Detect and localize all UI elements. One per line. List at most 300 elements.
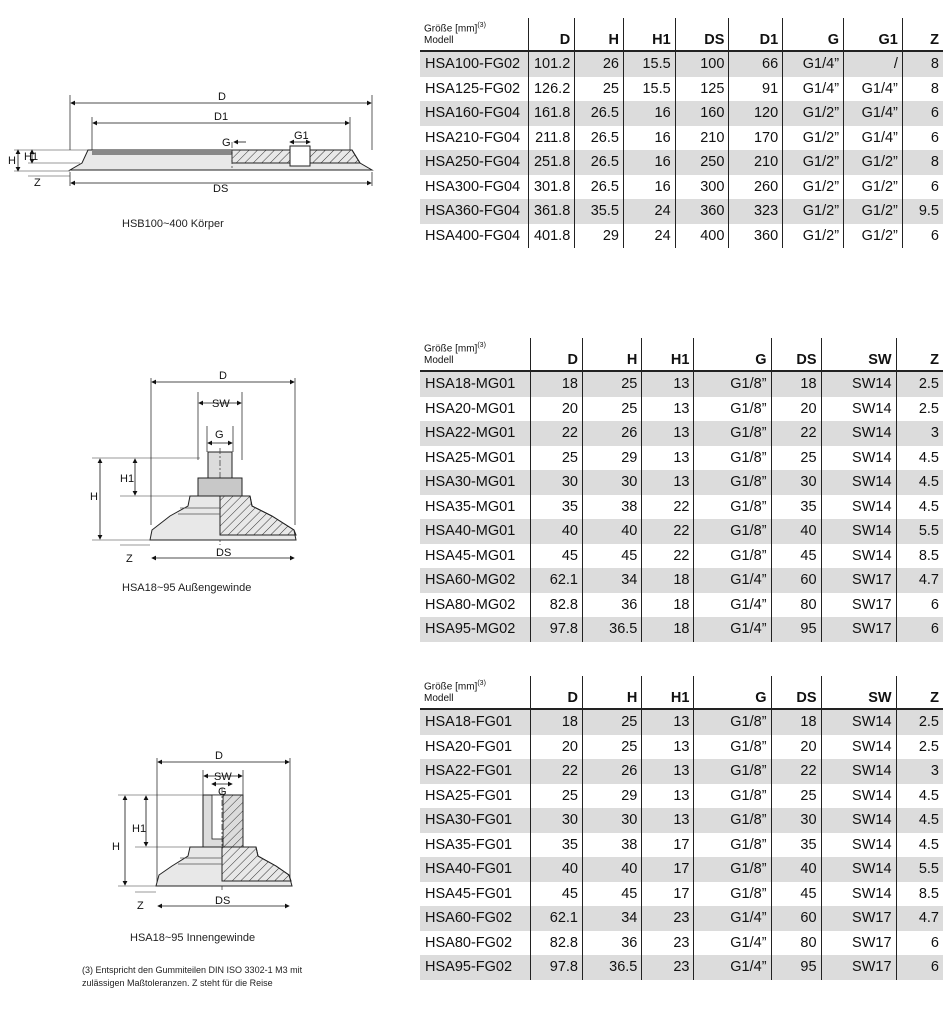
value-cell-h1: 13 [642,371,694,397]
value-cell-d1: 91 [729,77,783,102]
value-cell-d: 40 [530,519,582,544]
model-cell: HSA100-FG02 [420,51,528,77]
value-cell-g1: G1/2” [844,175,903,200]
value-cell-g: G1/4” [694,955,771,980]
model-cell: HSA45-MG01 [425,547,516,564]
value-cell-d: 82.8 [530,931,582,956]
value-cell-h: 26 [575,51,624,77]
table-row [420,735,943,760]
value-cell-d: 62.1 [530,906,582,931]
value-cell-ds: 210 [675,126,729,151]
value-cell-g1: G1/2” [844,199,903,224]
value-cell-g1: G1/2” [844,224,903,249]
value-cell-d: 161.8 [528,101,575,126]
value-cell-h1: 22 [642,495,694,520]
value-cell-h: 26.5 [575,126,624,151]
value-cell-h: 25 [583,735,642,760]
value-cell-h: 40 [583,519,642,544]
value-cell-d: 20 [530,397,582,422]
header-label: Größe [mm]$^{(3)}$ Modell [420,676,530,709]
column-header-h: H [575,18,624,51]
drawing-caption: HSA18~95 Außengewinde [122,582,252,594]
value-cell-g1: / [844,51,903,77]
drawing-hsb-body [0,0,410,260]
value-cell-d: 82.8 [530,593,582,618]
value-cell-ds: 45 [771,544,821,569]
column-header-sw: SW [821,676,896,709]
dim-label-h: H [90,491,98,503]
model-cell: HSA250-FG04 [420,150,528,175]
value-cell-g1: G1/2” [844,150,903,175]
value-cell-d: 18 [530,709,582,735]
value-cell-h1: 13 [642,784,694,809]
value-cell-d: 45 [530,544,582,569]
value-cell-h: 29 [575,224,624,249]
column-header-ds: DS [771,676,821,709]
model-cell: HSA35-FG01 [425,836,513,853]
column-header-d: D [530,676,582,709]
value-cell-d1: 360 [729,224,783,249]
value-cell-h: 36 [583,593,642,618]
value-cell-z: 4.5 [896,470,943,495]
table-row [420,784,943,809]
column-header-d: D [528,18,575,51]
value-cell-sw: SW14 [821,470,896,495]
dim-label-sw: SW [212,398,230,410]
column-header-z: Z [896,676,943,709]
value-cell-d: 35 [530,833,582,858]
value-cell-g: G1/4” [694,617,771,642]
value-cell-h1: 17 [642,833,694,858]
dim-label-g1: G1 [294,130,309,142]
drawing-hsa-internal-thread [0,680,410,960]
value-cell-z: 2.5 [896,397,943,422]
value-cell-d: 62.1 [530,568,582,593]
column-header-g: G [783,18,844,51]
value-cell-g: G1/8” [694,421,771,446]
value-cell-h: 26 [583,421,642,446]
value-cell-h1: 23 [642,931,694,956]
value-cell-ds: 35 [771,495,821,520]
column-header-g1: G1 [844,18,903,51]
value-cell-h: 36 [583,931,642,956]
model-cell: HSA30-FG01 [420,808,530,833]
dim-label-z: Z [34,177,41,189]
value-cell-ds: 30 [771,470,821,495]
value-cell-d: 25 [530,446,582,471]
table-row [420,709,943,735]
model-cell: HSA80-MG02 [425,596,516,613]
value-cell-h: 40 [583,857,642,882]
value-cell-z: 6 [902,175,943,200]
value-cell-ds: 80 [771,593,821,618]
value-cell-d: 301.8 [528,175,575,200]
model-cell: HSA18-FG01 [420,709,530,735]
value-cell-h1: 16 [623,126,675,151]
table-row [420,544,943,569]
model-cell: HSA60-FG02 [420,906,530,931]
value-cell-z: 2.5 [896,371,943,397]
value-cell-d1: 170 [729,126,783,151]
table-row [420,857,943,882]
value-cell-ds: 25 [771,446,821,471]
value-cell-ds: 18 [771,709,821,735]
table-row [420,371,943,397]
value-cell-h1: 15.5 [623,77,675,102]
value-cell-h: 25 [575,77,624,102]
value-cell-z: 6 [896,617,943,642]
column-header-sw: SW [821,338,896,371]
value-cell-z: 6 [902,101,943,126]
value-cell-h1: 23 [642,955,694,980]
value-cell-z: 8 [902,150,943,175]
dim-label-d: D [218,91,226,103]
value-cell-h: 36.5 [583,617,642,642]
value-cell-g1: G1/4” [844,77,903,102]
value-cell-z: 3 [896,759,943,784]
dim-label-ds: DS [215,895,231,907]
table-row [420,224,943,249]
value-cell-d1: 210 [729,150,783,175]
table-row [420,470,943,495]
table-row [420,495,943,520]
value-cell-g: G1/8” [694,784,771,809]
value-cell-h: 38 [583,495,642,520]
value-cell-h1: 18 [642,593,694,618]
model-cell: HSA25-MG01 [425,449,516,466]
model-cell: HSA30-MG01 [420,470,530,495]
table-row [420,101,943,126]
value-cell-d: 40 [530,857,582,882]
value-cell-h1: 23 [642,906,694,931]
value-cell-z: 4.7 [896,568,943,593]
value-cell-sw: SW14 [821,808,896,833]
value-cell-d: 361.8 [528,199,575,224]
value-cell-ds: 45 [771,882,821,907]
dim-label-h1: H1 [132,823,147,835]
value-cell-ds: 30 [771,808,821,833]
value-cell-ds: 400 [675,224,729,249]
model-cell: HSA95-MG02 [420,617,530,642]
header-label: Größe [mm]$^{(3)}$ Modell [420,18,528,51]
value-cell-sw: SW14 [821,371,896,397]
value-cell-h1: 18 [642,617,694,642]
column-header-z: Z [902,18,943,51]
table-row [420,519,943,544]
value-cell-h1: 13 [642,446,694,471]
value-cell-h: 29 [583,446,642,471]
model-cell: HSA360-FG04 [420,199,528,224]
value-cell-g: G1/8” [694,495,771,520]
value-cell-g1: G1/4” [844,101,903,126]
value-cell-h: 36.5 [583,955,642,980]
column-header-d: D [530,338,582,371]
table-row [420,77,943,102]
value-cell-g: G1/2” [783,126,844,151]
value-cell-g: G1/8” [694,808,771,833]
column-header-h1: H1 [642,676,694,709]
value-cell-d: 25 [530,784,582,809]
value-cell-z: 6 [896,593,943,618]
value-cell-sw: SW14 [821,397,896,422]
dim-label-h: H [8,155,16,167]
value-cell-h1: 13 [642,421,694,446]
value-cell-ds: 18 [771,371,821,397]
value-cell-g: G1/8” [694,397,771,422]
column-header-d1: D1 [729,18,783,51]
dim-label-h1: H1 [24,151,39,163]
table-row [420,906,943,931]
value-cell-h1: 15.5 [623,51,675,77]
model-cell: HSA35-MG01 [425,498,516,515]
value-cell-sw: SW14 [821,784,896,809]
table-row [420,126,943,151]
drawing-caption: HSB100~400 Körper [122,218,224,230]
value-cell-d: 126.2 [528,77,575,102]
value-cell-g: G1/8” [694,371,771,397]
value-cell-sw: SW14 [821,519,896,544]
model-cell: HSA22-FG01 [420,759,530,784]
value-cell-sw: SW17 [821,593,896,618]
value-cell-h1: 17 [642,882,694,907]
value-cell-h: 29 [583,784,642,809]
value-cell-sw: SW14 [821,833,896,858]
table-header-row [420,676,943,709]
model-cell: HSA40-FG01 [420,857,530,882]
value-cell-sw: SW14 [821,857,896,882]
dim-label-z: Z [126,553,133,565]
table-row [420,882,943,907]
value-cell-z: 8.5 [896,882,943,907]
value-cell-g: G1/2” [783,175,844,200]
value-cell-h1: 13 [642,735,694,760]
table-row [420,175,943,200]
value-cell-g1: G1/4” [844,126,903,151]
value-cell-ds: 22 [771,421,821,446]
value-cell-sw: SW14 [821,882,896,907]
value-cell-h1: 13 [642,397,694,422]
value-cell-h: 34 [583,906,642,931]
value-cell-g: G1/8” [694,759,771,784]
value-cell-h1: 18 [642,568,694,593]
spec-table-hsa-fg04 [420,18,943,248]
value-cell-z: 6 [902,224,943,249]
table-row [420,568,943,593]
model-cell: HSA400-FG04 [425,227,521,244]
table-header-row [420,338,943,371]
value-cell-d: 30 [530,808,582,833]
column-header-ds: DS [675,18,729,51]
dim-label-g: G [215,429,224,441]
value-cell-g: G1/8” [694,833,771,858]
value-cell-h: 45 [583,544,642,569]
drawing-caption: HSA18~95 Innengewinde [130,932,256,944]
value-cell-d: 45 [530,882,582,907]
dim-label-ds: DS [216,547,232,559]
table-row [420,808,943,833]
value-cell-g: G1/4” [694,593,771,618]
value-cell-h: 25 [583,397,642,422]
value-cell-d: 35 [530,495,582,520]
value-cell-h: 26.5 [575,175,624,200]
value-cell-sw: SW14 [821,735,896,760]
value-cell-g: G1/8” [694,735,771,760]
value-cell-d1: 260 [729,175,783,200]
value-cell-ds: 20 [771,397,821,422]
value-cell-ds: 40 [771,857,821,882]
value-cell-z: 4.5 [896,446,943,471]
value-cell-sw: SW17 [821,955,896,980]
value-cell-h1: 13 [642,709,694,735]
value-cell-ds: 360 [675,199,729,224]
value-cell-h1: 16 [623,175,675,200]
value-cell-g: G1/2” [783,199,844,224]
value-cell-z: 9.5 [902,199,943,224]
value-cell-z: 4.5 [896,495,943,520]
table-row [420,617,943,642]
value-cell-ds: 160 [675,101,729,126]
column-header-h1: H1 [623,18,675,51]
value-cell-h1: 13 [642,470,694,495]
table-row [420,397,943,422]
value-cell-h: 26.5 [575,101,624,126]
value-cell-h1: 17 [642,857,694,882]
value-cell-z: 6 [902,126,943,151]
value-cell-ds: 60 [771,906,821,931]
value-cell-ds: 20 [771,735,821,760]
value-cell-d: 97.8 [530,617,582,642]
footnote-line-1: (3) Entspricht den Gummiteilen DIN ISO 3302-1 M3 mit [82,965,303,975]
table-row [420,150,943,175]
drawing-hsa-external-thread [0,330,410,610]
value-cell-d1: 120 [729,101,783,126]
value-cell-z: 4.5 [896,833,943,858]
column-header-h: H [583,676,642,709]
value-cell-d: 22 [530,759,582,784]
value-cell-d: 18 [530,371,582,397]
value-cell-ds: 22 [771,759,821,784]
value-cell-g: G1/2” [783,150,844,175]
value-cell-ds: 80 [771,931,821,956]
value-cell-z: 8.5 [896,544,943,569]
value-cell-h: 26 [583,759,642,784]
value-cell-z: 8 [902,77,943,102]
table-row [420,759,943,784]
value-cell-z: 6 [896,955,943,980]
table-row [420,931,943,956]
value-cell-sw: SW17 [821,931,896,956]
technical-drawing-hsa-external [0,330,410,610]
value-cell-g: G1/8” [694,519,771,544]
dim-label-h1: H1 [120,473,135,485]
table-row [420,955,943,980]
value-cell-g: G1/8” [694,544,771,569]
model-cell: HSA125-FG02 [425,80,521,97]
model-cell: HSA160-FG04 [420,101,528,126]
dim-label-d: D [215,750,223,762]
value-cell-d: 101.2 [528,51,575,77]
value-cell-h: 35.5 [575,199,624,224]
value-cell-h1: 16 [623,101,675,126]
value-cell-sw: SW14 [821,544,896,569]
value-cell-d: 251.8 [528,150,575,175]
value-cell-g: G1/2” [783,101,844,126]
model-cell: HSA95-FG02 [420,955,530,980]
value-cell-sw: SW14 [821,421,896,446]
value-cell-h: 45 [583,882,642,907]
value-cell-h: 34 [583,568,642,593]
value-cell-d: 20 [530,735,582,760]
value-cell-h1: 22 [642,544,694,569]
column-header-ds: DS [771,338,821,371]
table-header-row [420,18,943,51]
value-cell-sw: SW14 [821,709,896,735]
column-header-g: G [694,676,771,709]
dim-label-z: Z [137,900,144,912]
model-cell: HSA210-FG04 [425,129,521,146]
value-cell-ds: 40 [771,519,821,544]
value-cell-sw: SW14 [821,759,896,784]
value-cell-d: 22 [530,421,582,446]
model-cell: HSA60-MG02 [420,568,530,593]
model-cell: HSA25-FG01 [425,787,513,804]
value-cell-d: 211.8 [528,126,575,151]
value-cell-h1: 22 [642,519,694,544]
value-cell-z: 2.5 [896,709,943,735]
value-cell-z: 5.5 [896,519,943,544]
value-cell-g: G1/8” [694,446,771,471]
value-cell-g: G1/8” [694,882,771,907]
value-cell-ds: 100 [675,51,729,77]
value-cell-ds: 95 [771,955,821,980]
column-header-g: G [694,338,771,371]
value-cell-d: 401.8 [528,224,575,249]
header-label: Größe [mm]$^{(3)}$ Modell [420,338,530,371]
value-cell-h: 38 [583,833,642,858]
dim-label-ds: DS [213,183,229,195]
value-cell-ds: 300 [675,175,729,200]
column-header-h1: H1 [642,338,694,371]
value-cell-g: G1/2” [783,224,844,249]
value-cell-ds: 60 [771,568,821,593]
model-cell: HSA80-FG02 [425,934,513,951]
value-cell-h1: 16 [623,150,675,175]
footnote-line-2: zulässigen Maßtoleranzen. Z steht für die Reise [82,978,273,988]
value-cell-d1: 66 [729,51,783,77]
value-cell-g: G1/8” [694,709,771,735]
value-cell-h1: 13 [642,759,694,784]
value-cell-z: 6 [896,931,943,956]
value-cell-h1: 24 [623,224,675,249]
table-row [420,593,943,618]
column-header-h: H [583,338,642,371]
value-cell-sw: SW14 [821,446,896,471]
dim-label-d1: D1 [214,111,229,123]
value-cell-z: 2.5 [896,735,943,760]
value-cell-h: 26.5 [575,150,624,175]
dim-label-g: G [218,786,227,798]
value-cell-g: G1/8” [694,857,771,882]
column-header-z: Z [896,338,943,371]
value-cell-g: G1/4” [694,568,771,593]
model-cell: HSA40-MG01 [420,519,530,544]
model-cell: HSA22-MG01 [420,421,530,446]
value-cell-z: 4.5 [896,808,943,833]
value-cell-z: 8 [902,51,943,77]
table-row [420,199,943,224]
model-cell: HSA300-FG04 [425,178,521,195]
value-cell-ds: 250 [675,150,729,175]
